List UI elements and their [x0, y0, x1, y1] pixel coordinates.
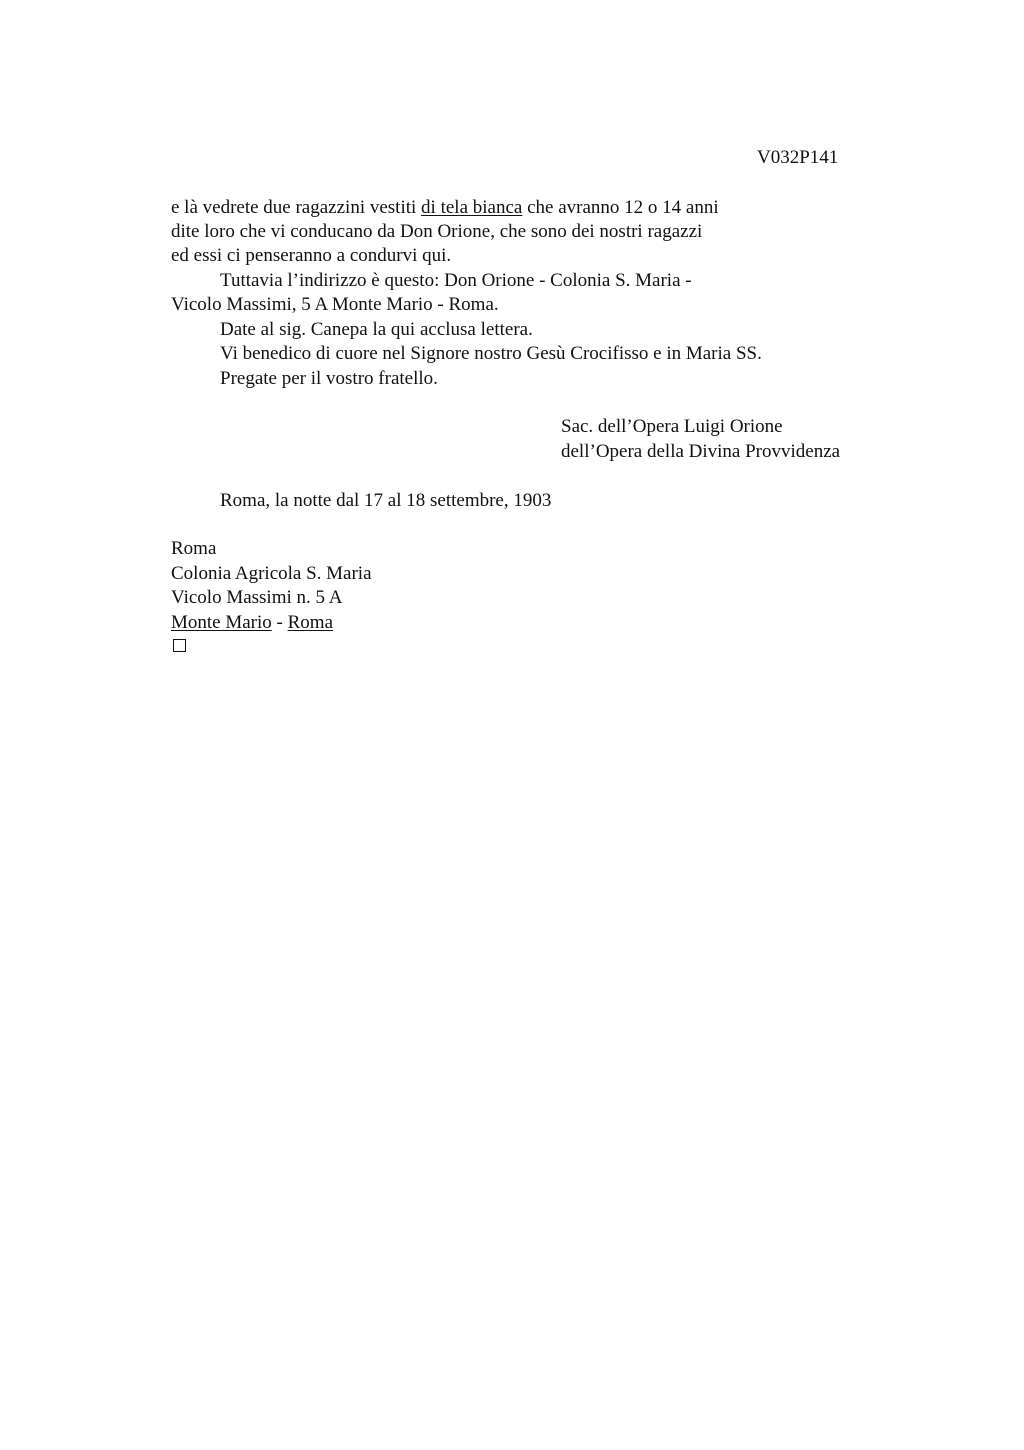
body-line-1-after: che avranno 12 o 14 anni: [522, 197, 719, 218]
page-code: V032P141: [757, 147, 839, 168]
address-line-1: Roma: [171, 538, 217, 559]
body-line-8: Pregate per il vostro fratello.: [220, 368, 438, 389]
body-line-7: Vi benedico di cuore nel Signore nostro Gesù Crocifisso e in Maria SS.: [220, 343, 762, 364]
signature-line-2: dell’Opera della Divina Provvidenza: [561, 441, 841, 462]
address-line-3: Vicolo Massimi n. 5 A: [171, 587, 343, 608]
body-line-6: Date al sig. Canepa la qui acclusa lettera.: [220, 319, 533, 340]
signature-line-1: Sac. dell’Opera Luigi Orione: [561, 416, 783, 437]
checkbox-icon: [173, 639, 186, 652]
address-city: Roma: [287, 612, 334, 633]
body-line-5: Vicolo Massimi, 5 A Monte Mario - Roma.: [171, 294, 499, 315]
body-line-1: [171, 196, 719, 220]
body-line-4: Tuttavia l’indirizzo è questo: Don Orione - Colonia S. Maria -: [220, 270, 692, 291]
body-line-3: ed essi ci penseranno a condurvi qui.: [171, 245, 452, 266]
dateline: Roma, la notte dal 17 al 18 settembre, 1903: [220, 490, 552, 511]
address-line-4: [171, 611, 333, 635]
address-line-2: Colonia Agricola S. Maria: [171, 563, 372, 584]
address-separator: -: [271, 612, 288, 633]
underlined-phrase: di tela bianca: [421, 197, 523, 218]
body-line-2: dite loro che vi conducano da Don Orione, che sono dei nostri ragazzi: [171, 221, 703, 242]
body-line-1-before: e là vedrete due ragazzini vestiti: [171, 197, 422, 218]
address-place: Monte Mario: [171, 612, 272, 633]
